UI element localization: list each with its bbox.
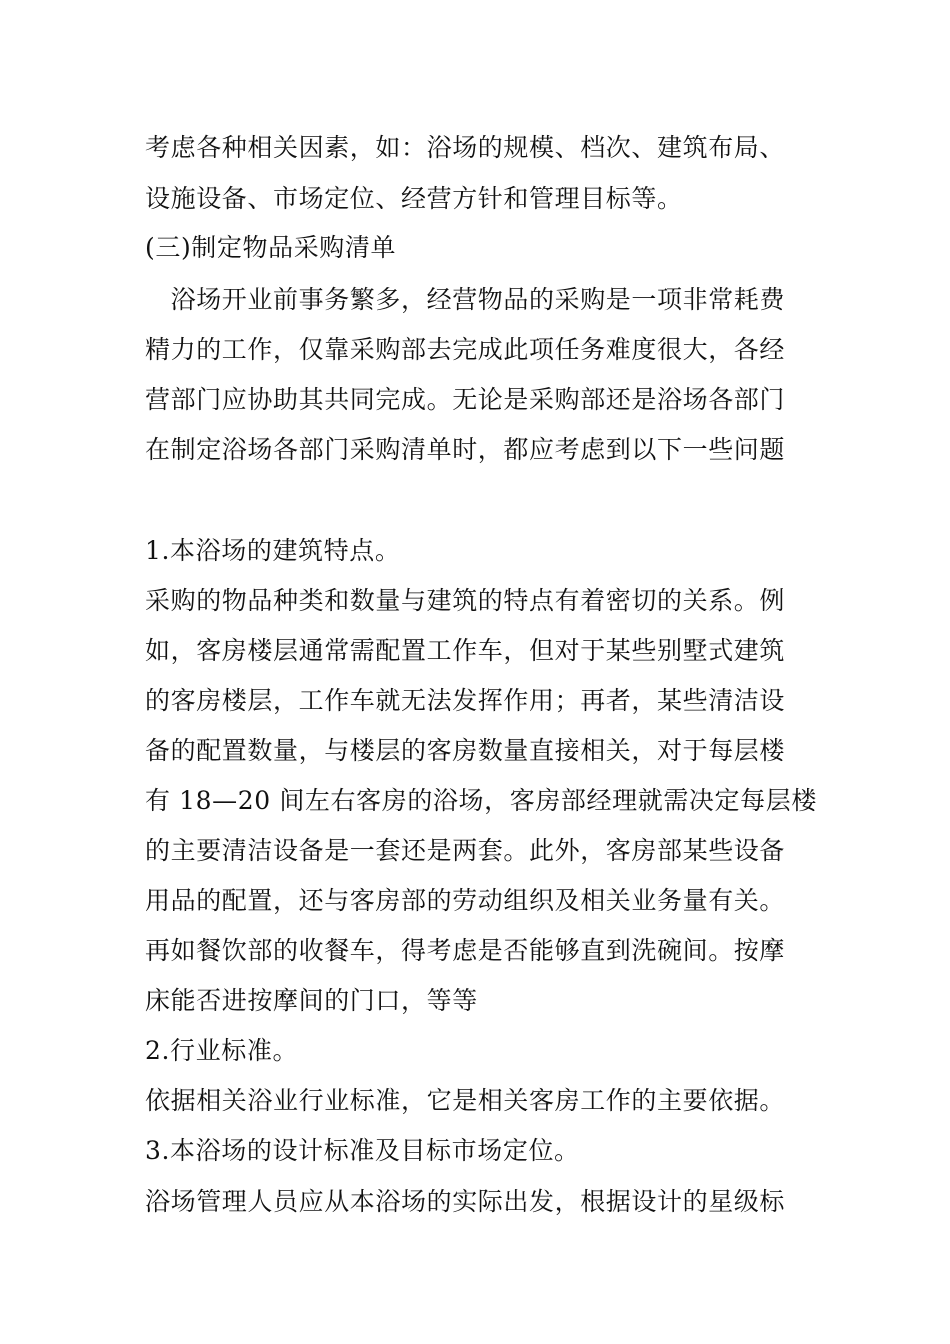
text-line: 营部门应协助其共同完成。无论是采购部还是浴场各部门 bbox=[145, 385, 786, 414]
text-line: 浴场管理人员应从本浴场的实际出发，根据设计的星级标 bbox=[145, 1187, 786, 1216]
list-item-heading: 2.行业标准。 bbox=[145, 1036, 299, 1065]
text-line: 用品的配置，还与客房部的劳动组织及相关业务量有关。 bbox=[145, 886, 786, 915]
text-line: 设施设备、市场定位、经营方针和管理目标等。 bbox=[145, 184, 683, 213]
text-line: 床能否进按摩间的门口，等等 bbox=[145, 986, 478, 1015]
section-heading: (三)制定物品采购清单 bbox=[145, 233, 397, 262]
text-line: 的主要清洁设备是一套还是两套。此外，客房部某些设备 bbox=[145, 836, 786, 865]
text-line: 依据相关浴业行业标准，它是相关客房工作的主要依据。 bbox=[145, 1086, 786, 1115]
text-line: 在制定浴场各部门采购清单时，都应考虑到以下一些问题 bbox=[145, 435, 786, 464]
text-line: 考虑各种相关因素，如：浴场的规模、档次、建筑布局、 bbox=[145, 133, 786, 162]
text-line: 浴场开业前事务繁多，经营物品的采购是一项非常耗费 bbox=[145, 285, 786, 314]
text-line: 有 18—20 间左右客房的浴场，客房部经理就需决定每层楼 bbox=[145, 786, 817, 815]
text-line: 的客房楼层，工作车就无法发挥作用；再者，某些清洁设 bbox=[145, 686, 786, 715]
text-line: 精力的工作，仅靠采购部去完成此项任务难度很大，各经 bbox=[145, 335, 786, 364]
list-item-heading: 3.本浴场的设计标准及目标市场定位。 bbox=[145, 1136, 580, 1165]
text-line: 如，客房楼层通常需配置工作车，但对于某些别墅式建筑 bbox=[145, 636, 786, 665]
text-line: 再如餐饮部的收餐车，得考虑是否能够直到洗碗间。按摩 bbox=[145, 936, 786, 965]
list-item-heading: 1.本浴场的建筑特点。 bbox=[145, 536, 401, 565]
text-line: 采购的物品种类和数量与建筑的特点有着密切的关系。例 bbox=[145, 586, 786, 615]
text-line: 备的配置数量，与楼层的客房数量直接相关，对于每层楼 bbox=[145, 736, 786, 765]
